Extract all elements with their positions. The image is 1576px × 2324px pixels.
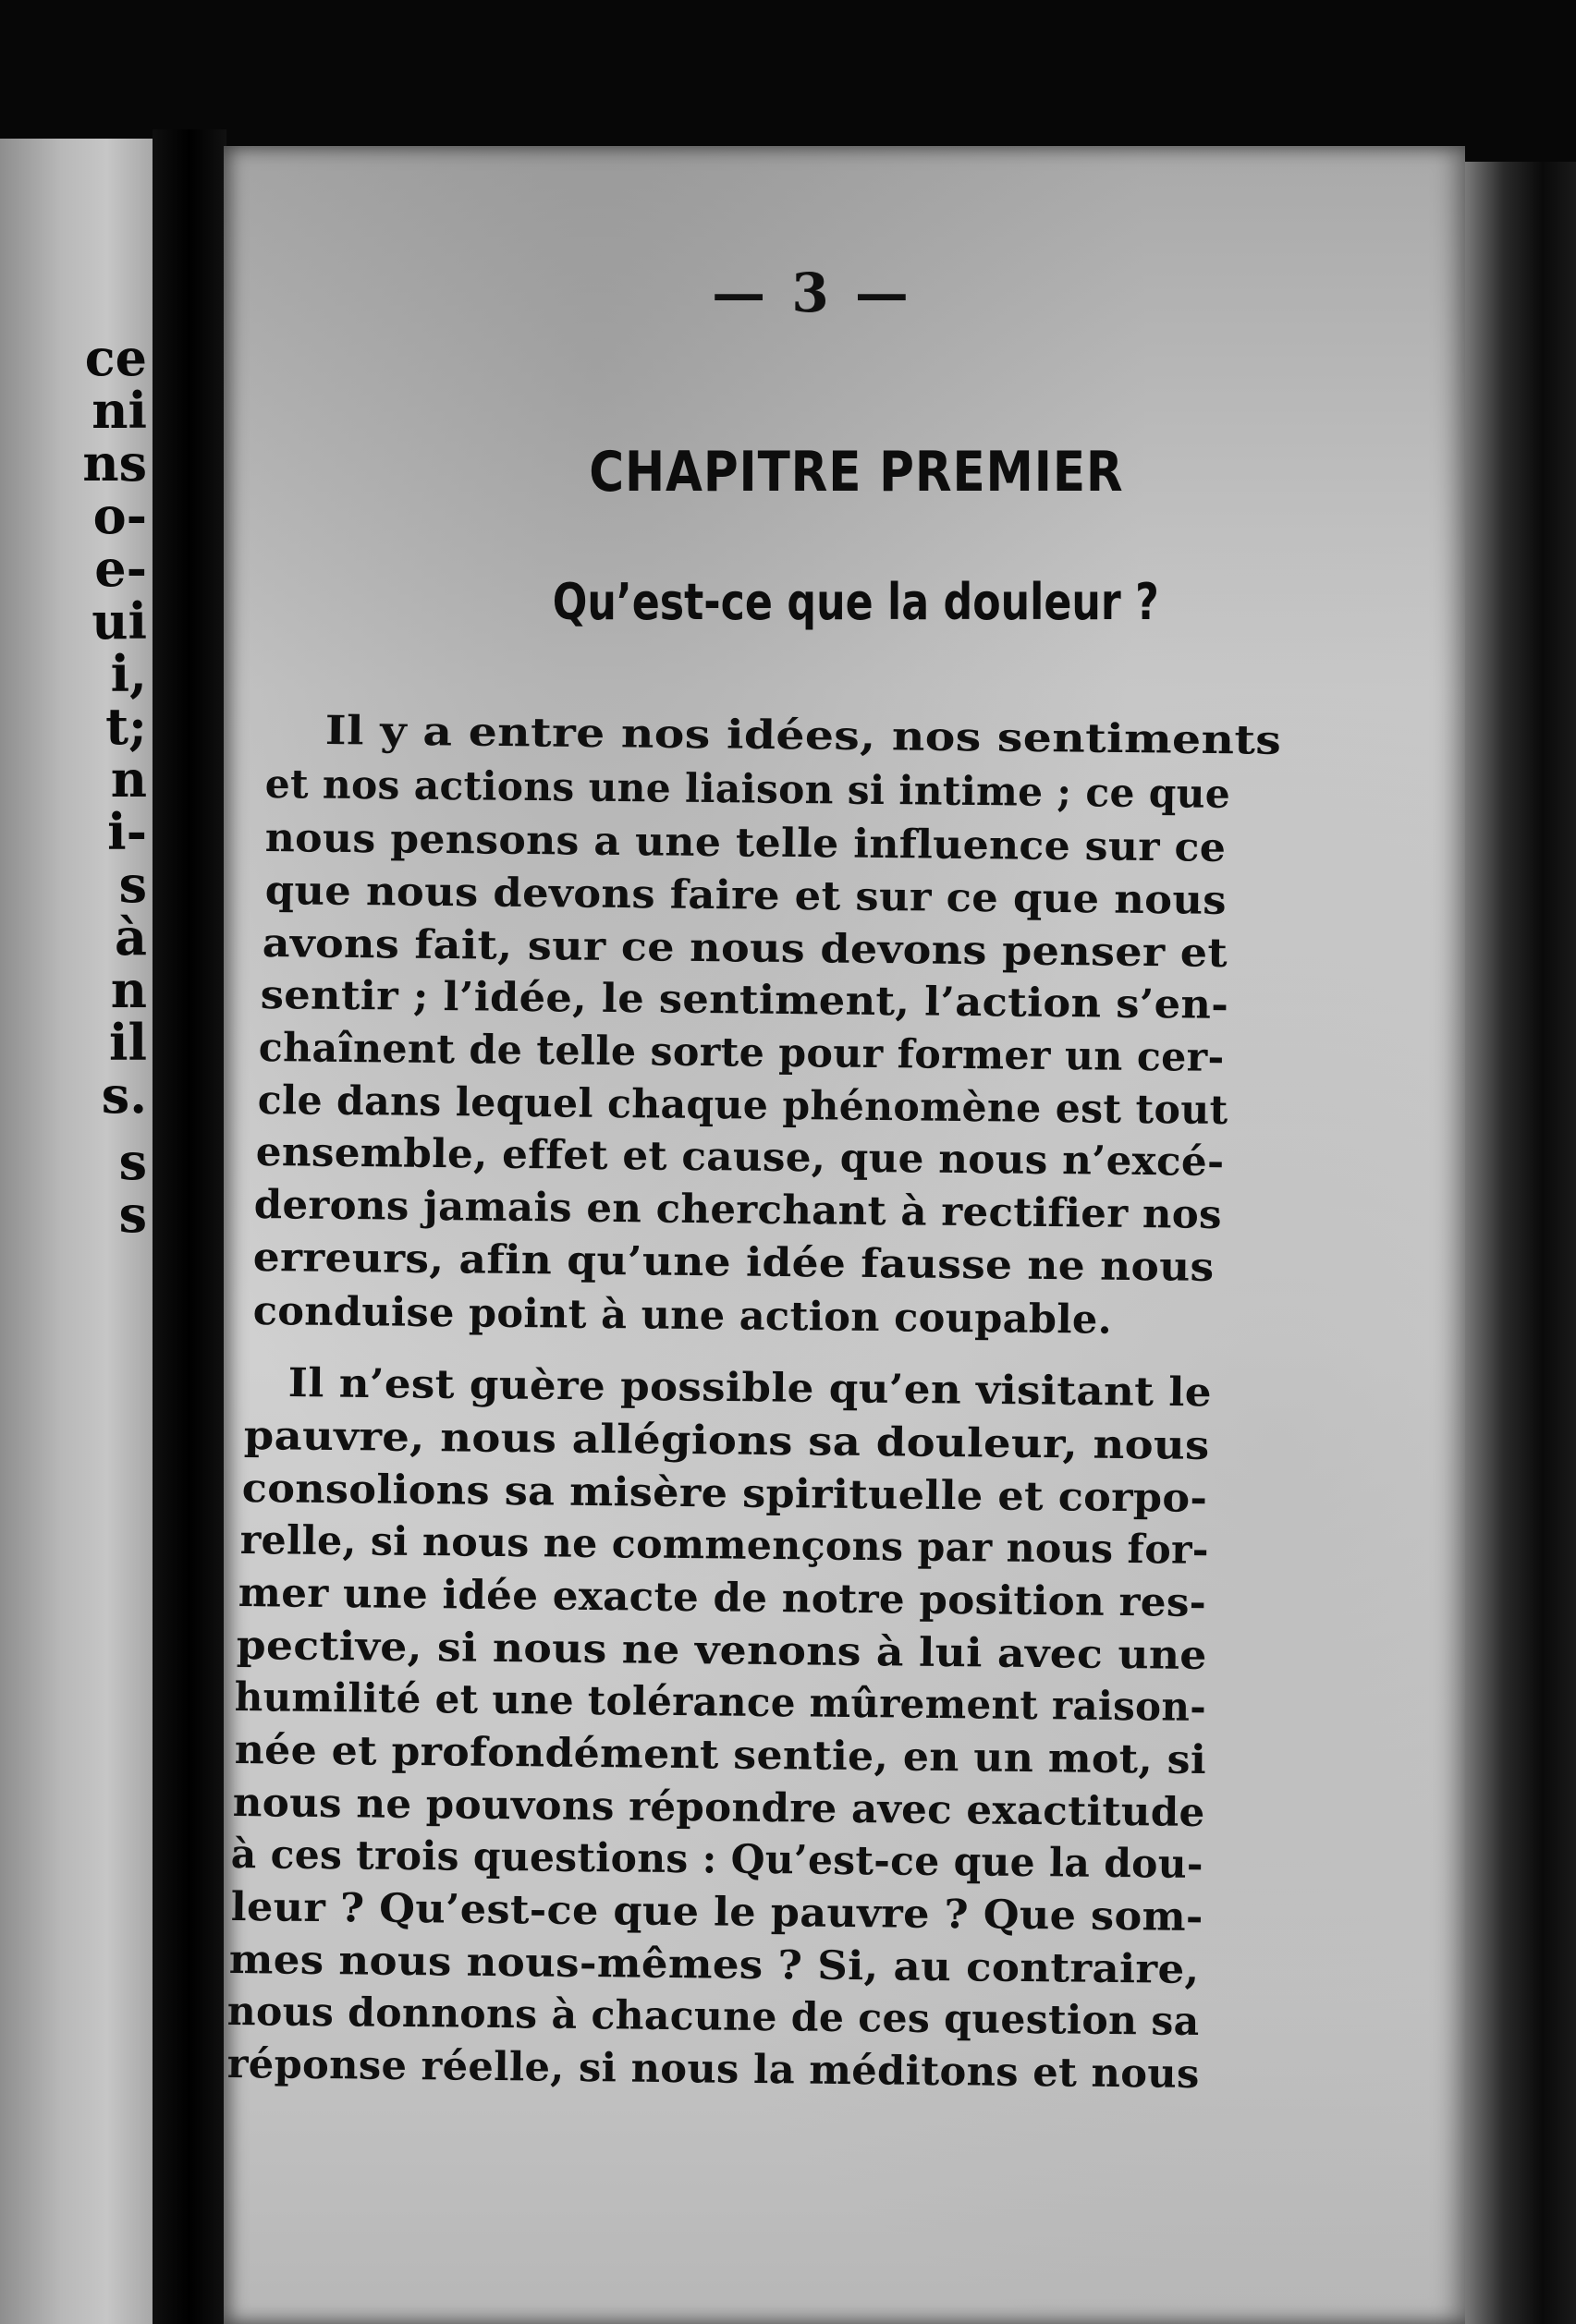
body-line: mer une idée exacte de notre position res- (238, 1570, 1207, 1626)
left-page-text-fragment: i, (110, 644, 147, 703)
page-number: — 3 — (712, 262, 912, 324)
left-page-text-fragment: s. (101, 1065, 147, 1125)
chapter-title: CHAPITRE PREMIER (589, 440, 1124, 505)
left-page-text-fragment: ce (84, 328, 147, 387)
body-line: humilité et une tolérance mûrement raison- (234, 1674, 1207, 1732)
body-line: relle, si nous ne commençons par nous for- (239, 1517, 1210, 1574)
body-line: nous ne pouvons répondre avec exactitude (232, 1780, 1205, 1837)
book-gutter (153, 129, 226, 2324)
body-line: chaînent de telle sorte pour former un cer- (258, 1025, 1225, 1081)
body-line: et nos actions une liaison si intime ; ce que (264, 761, 1231, 818)
body-line: nous donnons à chacune de ces question sa (226, 1989, 1200, 2046)
left-page-text-fragment: i- (107, 802, 147, 861)
body-line: Il y a entre nos idées, nos sentiments (324, 708, 1282, 764)
left-page-fragment (0, 139, 153, 2324)
left-page-text-fragment: ns (82, 433, 147, 493)
left-page-text-fragment: n (110, 749, 147, 809)
body-line: que nous devons faire et sur ce que nous (264, 868, 1228, 924)
body-line: consolions sa misère spirituelle et corpo- (241, 1466, 1208, 1522)
left-page-text-fragment: n (110, 960, 147, 1019)
right-page-edge (1465, 162, 1576, 2324)
left-page-text-fragment: ui (92, 591, 147, 651)
left-page-text-fragment: s (118, 855, 147, 914)
body-line: conduise point à une action coupable. (252, 1288, 1113, 1344)
body-line: derons jamais en cherchant à rectifier nos (253, 1182, 1223, 1238)
body-line: pauvre, nous allégions sa douleur, nous (243, 1413, 1210, 1469)
body-line: ensemble, effet et cause, que nous n’excé- (255, 1129, 1225, 1186)
body-line: nous pensons a une telle influence sur ce (264, 815, 1227, 871)
left-page-text-fragment: il (108, 1013, 147, 1072)
left-page-text-fragment: s (118, 1185, 147, 1244)
left-page-text-fragment: s (118, 1132, 147, 1191)
body-line: née et profondément sentie, en un mot, si (234, 1727, 1207, 1784)
body-line: réponse réelle, si nous la méditons et nous (226, 2041, 1200, 2099)
body-line: sentir ; l’idée, le sentiment, l’action s’en- (260, 972, 1229, 1028)
body-line: avons fait, sur ce nous devons penser et (262, 920, 1228, 977)
left-page-text-fragment: e- (94, 539, 147, 598)
book-page (224, 146, 1465, 2324)
section-title: Qu’est-ce que la douleur ? (552, 573, 1159, 631)
body-line: mes nous nous-mêmes ? Si, au contraire, (228, 1937, 1200, 1993)
body-line: erreurs, afin qu’une idée fausse ne nous (252, 1235, 1215, 1291)
left-page-text-fragment: à (115, 907, 147, 967)
body-line: leur ? Qu’est-ce que le pauvre ? Que som- (230, 1884, 1203, 1941)
body-line: à ces trois questions : Qu’est-ce que la dou- (230, 1831, 1204, 1889)
body-line: pective, si nous ne venons à lui avec une (236, 1623, 1207, 1679)
left-page-text-fragment: ni (92, 381, 147, 440)
body-line: cle dans lequel chaque phénomène est tout (257, 1077, 1228, 1134)
body-line: Il n’est guère possible qu’en visitant le (287, 1360, 1213, 1417)
left-page-text-fragment: o- (92, 486, 147, 545)
left-page-text-fragment: t; (105, 697, 147, 756)
